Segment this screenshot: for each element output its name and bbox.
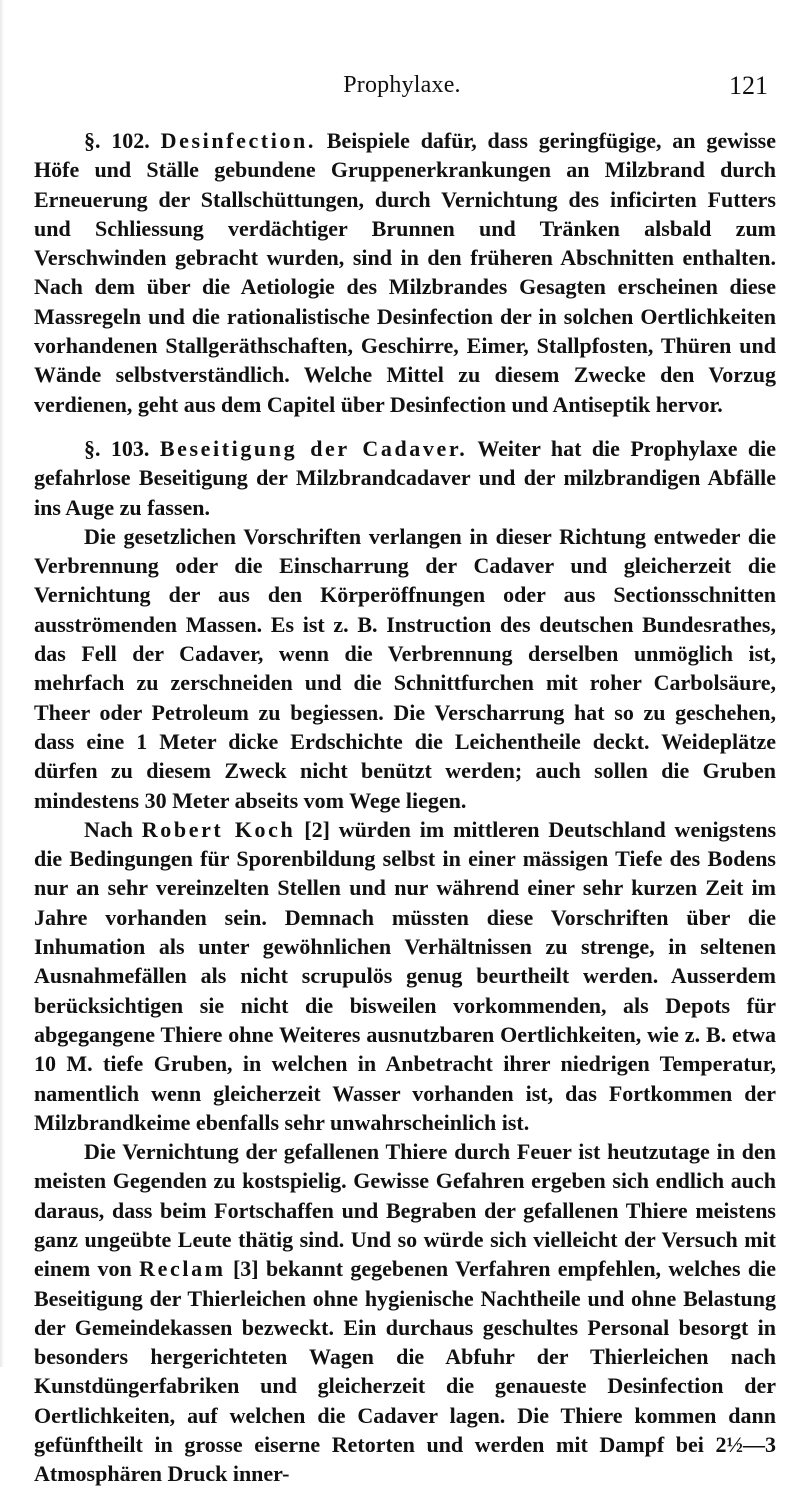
paragraph-text: Nach: [84, 816, 133, 842]
paragraph-section-102: [34, 126, 776, 419]
page-header: [36, 72, 768, 102]
paragraph-text: Die gesetzlichen Vorschriften verlangen in dieser Richtung entweder die Verbrennung oder die Einscharrung der Cadaver und gleicherzeit die Vernichtung der aus den Körperöffnungen oder aus Sectionsschnitten ausströmenden Massen. Es ist z. B. Instruction des deutschen Bundesrathes, das Fell der Cadaver, wenn die Verbrennung derselben unmöglich ist, mehrfach zu zerschneiden und die Schnittfurchen mit roher Carbolsäure, Theer oder Petroleum zu begiessen. Die Verscharrung hat so zu geschehen, dass eine 1 Meter dicke Erdschichte die Leichentheile deckt. Weideplätze dürfen zu diesem Zweck nicht benützt werden; auch sollen die Gruben mindestens 30 Meter abseits vom Wege liegen.: [34, 523, 776, 813]
running-head: Prophylaxe.: [343, 72, 461, 98]
body-text: [34, 126, 776, 1489]
paragraph-section-103: [34, 434, 776, 522]
section-heading: Beseitigung der Cadaver.: [159, 435, 468, 461]
paragraph-text: Weiter hat die Prophylaxe die gefahrlose Beseitigung der Milzbrandcadaver und der milzbrandigen Abfälle ins Auge zu fassen.: [34, 435, 777, 520]
paragraph-regulations: [34, 522, 776, 815]
page-edge-shadow: [0, 0, 4, 1367]
section-number: §. 103.: [84, 435, 150, 461]
section-number: §. 102.: [84, 128, 150, 153]
paragraph-reclam: [34, 1137, 776, 1489]
author-name: Reclam: [139, 1256, 226, 1282]
section-heading: Desinfection.: [160, 128, 316, 153]
author-name: Robert Koch: [141, 816, 296, 842]
paragraph-text: [3] bekannt gegebenen Verfahren empfehlen, welches die Beseitigung der Thierleichen ohne hygienische Nachtheile und ohne Belastung der Gemeindekassen bezweckt. Ein durchaus geschultes Personal besorgt in besonders hergerichteten Wagen die Abfuhr der Thierleichen nach Kunstdüngerfabriken und gleicherzeit die genaueste Desinfection der Oertlichkeiten, auf welchen die Cadaver lagen. Die Thiere kommen dann gefünftheilt in grosse eiserne Retorten und werden mit Dampf bei 2½—3 Atmosphären Druck inner-: [34, 1256, 776, 1487]
page-number: 121: [729, 71, 768, 100]
paragraph-text: Die Vernichtung der gefallenen Thiere durch Feuer ist heutzutage in den meisten Gegenden zu kostspielig. Gewisse Gefahren ergeben sich endlich auch daraus, dass beim Fortschaffen und Begraben der gefallenen Thiere meistens ganz ungeübte Leute thätig sind. Und so würde sich vielleicht der Versuch mit einem von: [34, 1139, 776, 1282]
paragraph-koch: [34, 815, 776, 1137]
paragraph-text: [2] würden im mittleren Deutschland wenigstens die Bedingungen für Sporenbildung selbst in einer mässigen Tiefe des Bodens nur an sehr vereinzelten Stellen und nur während einer sehr kurzen Zeit im Jahre vorhanden sein. Demnach müssten diese Vorschriften über die Inhumation als unter gewöhnlichen Verhältnissen zu strenge, in seltenen Ausnahmefällen als nicht scrupulös genug beurtheilt werden. Ausserdem berücksichtigen sie nicht die bisweilen vorkommenden, als Depots für abgegangene Thiere ohne Weiteres ausnutzbaren Oertlichkeiten, wie z. B. etwa 10 M. tiefe Gruben, in welchen in Anbetracht ihrer niedrigen Temperatur, namentlich wenn gleicherzeit Wasser vorhanden ist, das Fortkommen der Milzbrandkeime ebenfalls sehr unwahrscheinlich ist.: [34, 816, 777, 1135]
paragraph-text: Beispiele dafür, dass geringfügige, an gewisse Höfe und Ställe gebundene Gruppenerkrankungen an Milzbrand durch Erneuerung der Stallschüttungen, durch Vernichtung des inficirten Futters und Schliessung verdächtiger Brunnen und Tränken alsbald zum Verschwinden gebracht wurden, sind in den früheren Abschnitten enthalten. Nach dem über die Aetiologie des Milzbrandes Gesagten erscheinen diese Massregeln und die rationalistische Desinfection der in solchen Oertlichkeiten vorhandenen Stallgeräthschaften, Geschirre, Eimer, Stallpfosten, Thüren und Wände selbstverständlich. Welche Mittel zu diesem Zwecke den Vorzug verdienen, geht aus dem Capitel über Desinfection und Antiseptik hervor.: [34, 128, 776, 417]
